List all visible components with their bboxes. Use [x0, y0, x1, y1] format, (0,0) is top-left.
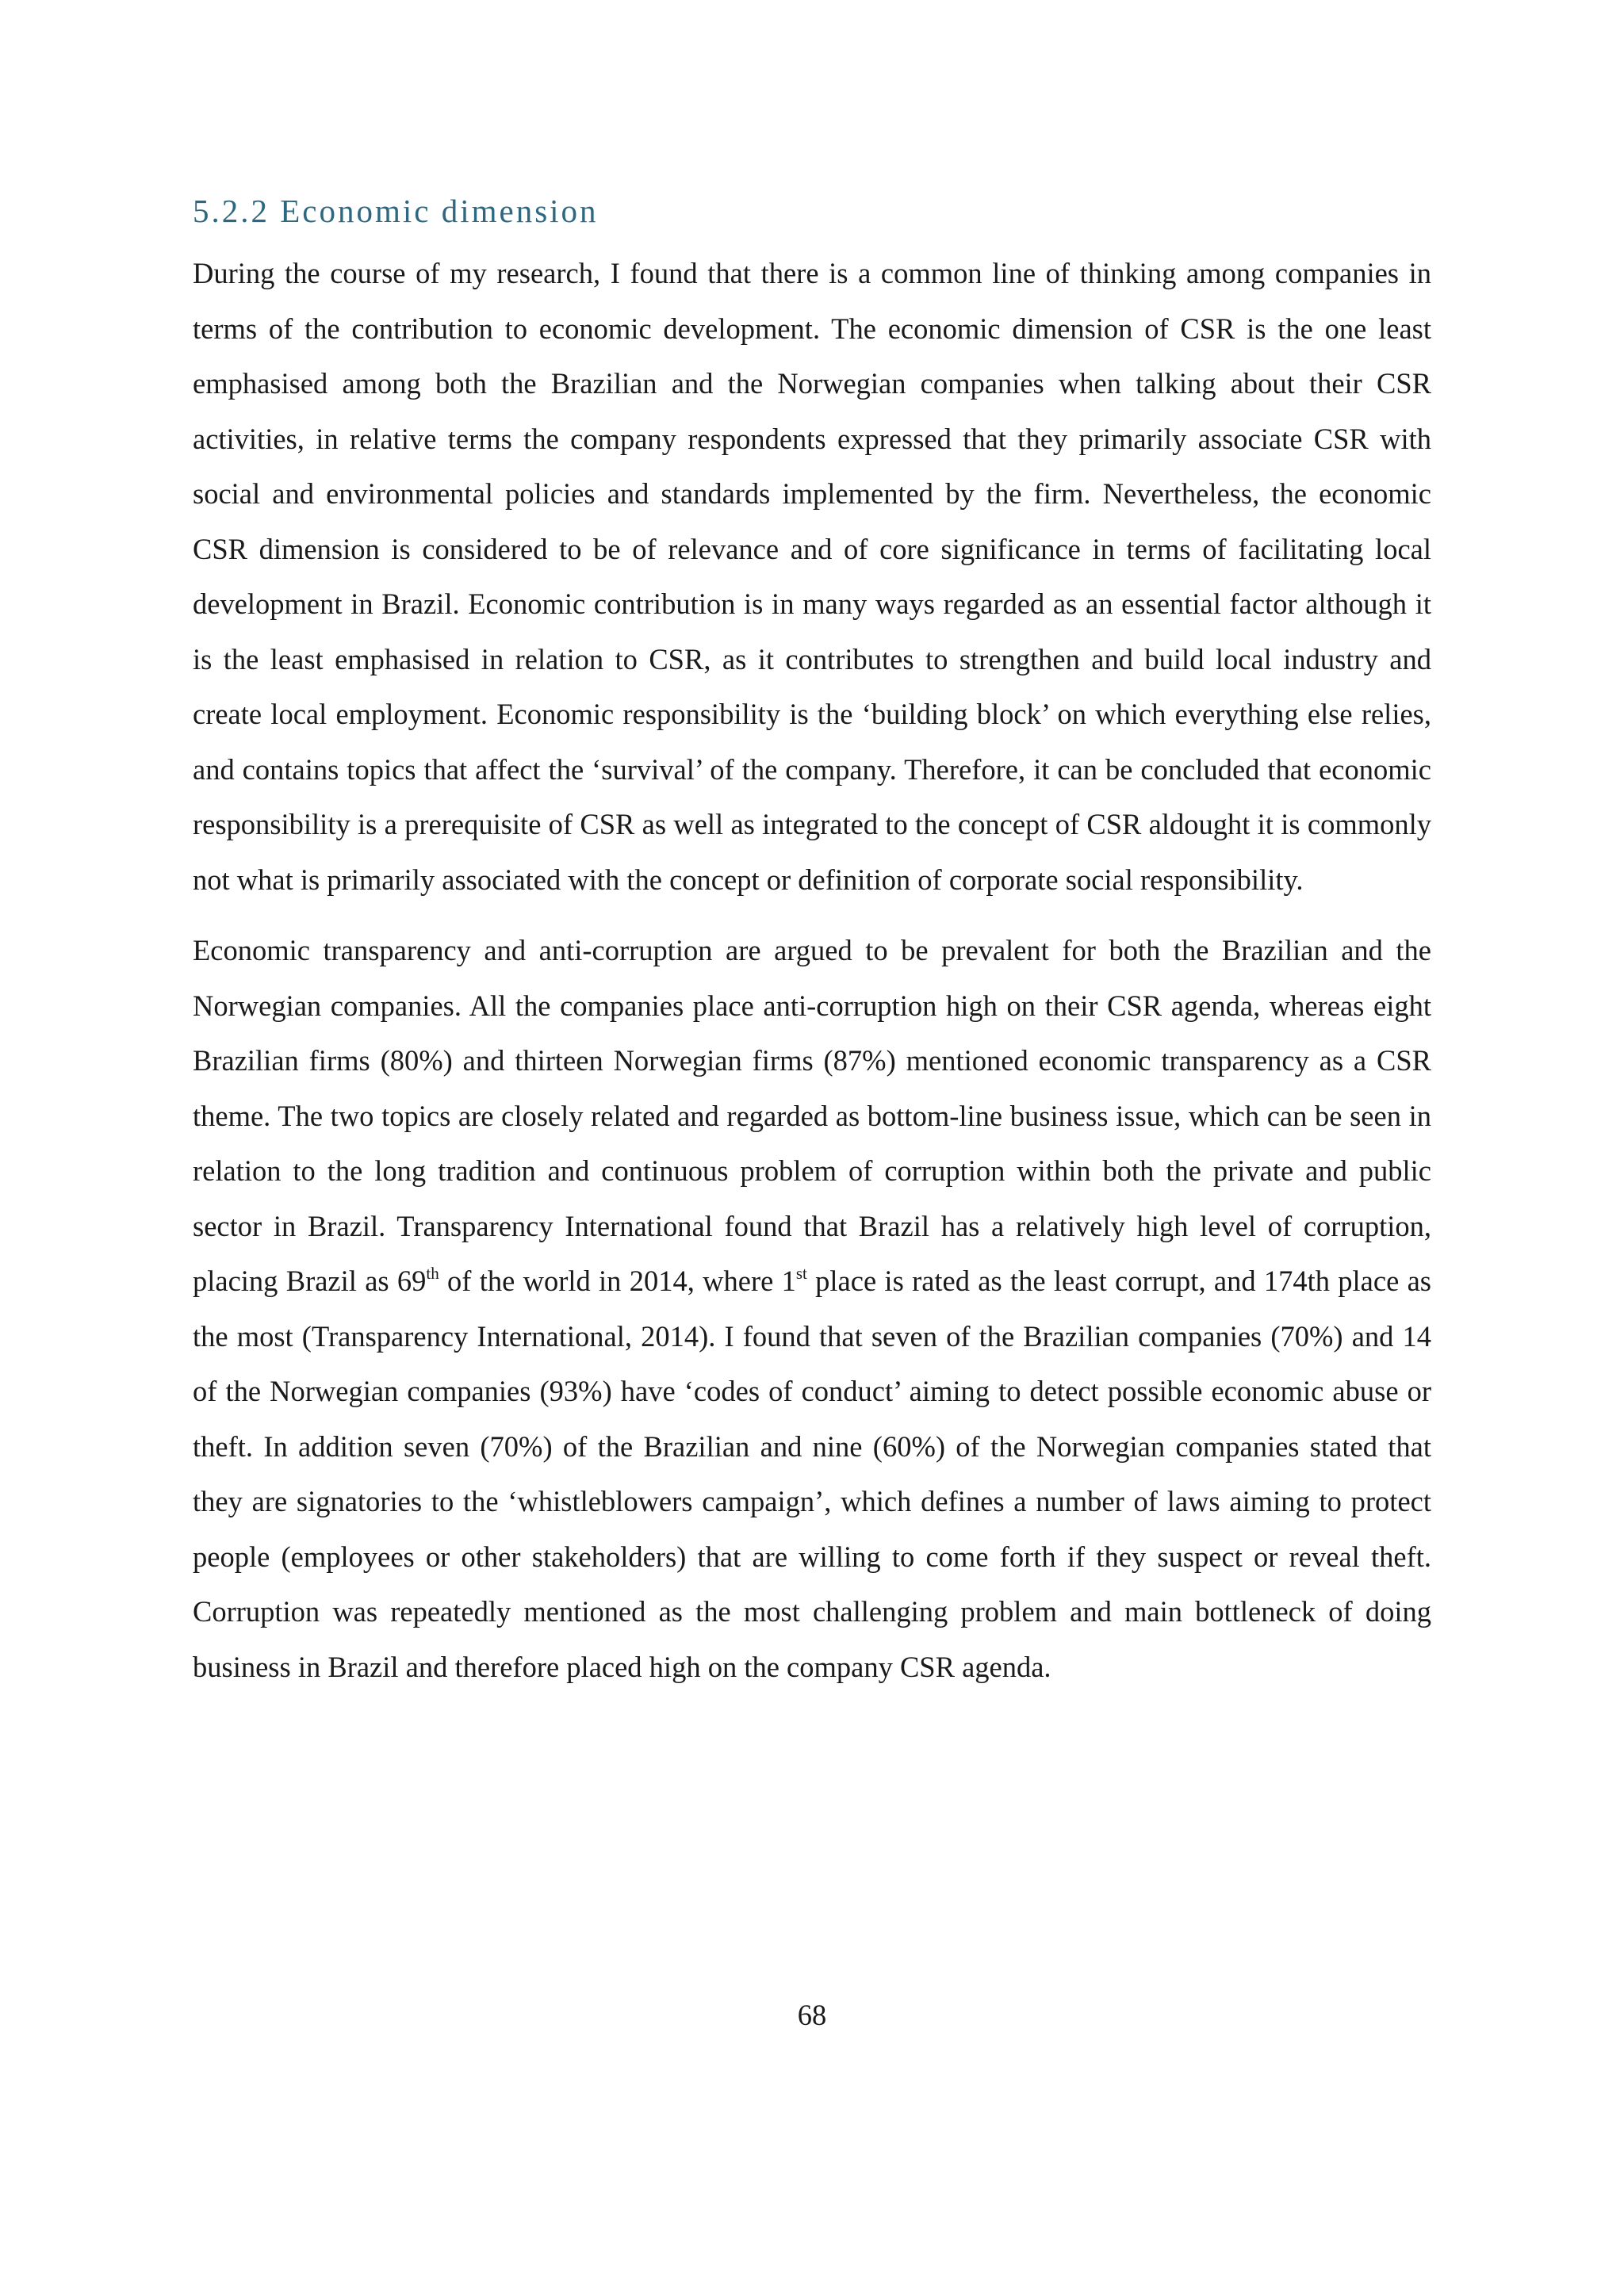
- body-paragraph-1: During the course of my research, I found that there is a common line of thinking among companies in terms of the contribution to economic development. The economic dimension of CSR is the one least emphasised among both the Brazilian and the Norwegian companies when talking about their CSR activities, in relative terms the company respondents expressed that they primarily associate CSR with social and environmental policies and standards implemented by the firm. Nevertheless, the economic CSR dimension is considered to be of relevance and of core significance in terms of facilitating local development in Brazil. Economic contribution is in many ways regarded as an essential factor although it is the least emphasised in relation to CSR, as it contributes to strengthen and build local industry and create local employment. Economic responsibility is the ‘building block’ on which everything else relies, and contains topics that affect the ‘survival’ of the company. Therefore, it can be concluded that economic responsibility is a prerequisite of CSR as well as integrated to the concept of CSR aldought it is commonly not what is primarily associated with the concept or definition of corporate social responsibility.: [193, 257, 1431, 896]
- section-heading: 5.2.2 Economic dimension: [193, 193, 599, 229]
- paragraph-2-text-a: Economic transparency and anti-corruption are argued to be prevalent for both the Brazilian and the Norwegian companies. All the companies place anti-corruption high on their CSR agenda, whereas eight Brazilian firms (80%) and thirteen Norwegian firms (87%) mentioned economic transparency as a CSR theme. The two topics are closely related and regarded as bottom-line business issue, which can be seen in relation to the long tradition and continuous problem of corruption within both the private and public sector in Brazil. Transparency International found that Brazil has a relatively high level of corruption, placing Brazil as 69: [193, 934, 1431, 1297]
- body-paragraph-2: [193, 923, 1431, 1694]
- superscript-st: st: [795, 1264, 807, 1283]
- paragraph-2-text-c: place is rated as the least corrupt, and 174th place as the most (Transparency International, 2014). I found that seven of the Brazilian companies (70%) and 14 of the Norwegian companies (93%) have ‘codes of conduct’ aiming to detect possible economic abuse or theft. In addition seven (70%) of the Brazilian and nine (60%) of the Norwegian companies stated that they are signatories to the ‘whistleblowers campaign’, which defines a number of laws aiming to protect people (employees or other stakeholders) that are willing to come forth if they suspect or reveal theft. Corruption was repeatedly mentioned as the most challenging problem and main bottleneck of doing business in Brazil and therefore placed high on the company CSR agenda.: [193, 1265, 1431, 1683]
- page-number: 68: [797, 1999, 827, 2031]
- superscript-th: th: [426, 1264, 439, 1283]
- page-content: [193, 187, 1431, 1710]
- paragraph-2-text-b: of the world in 2014, where 1: [439, 1265, 796, 1297]
